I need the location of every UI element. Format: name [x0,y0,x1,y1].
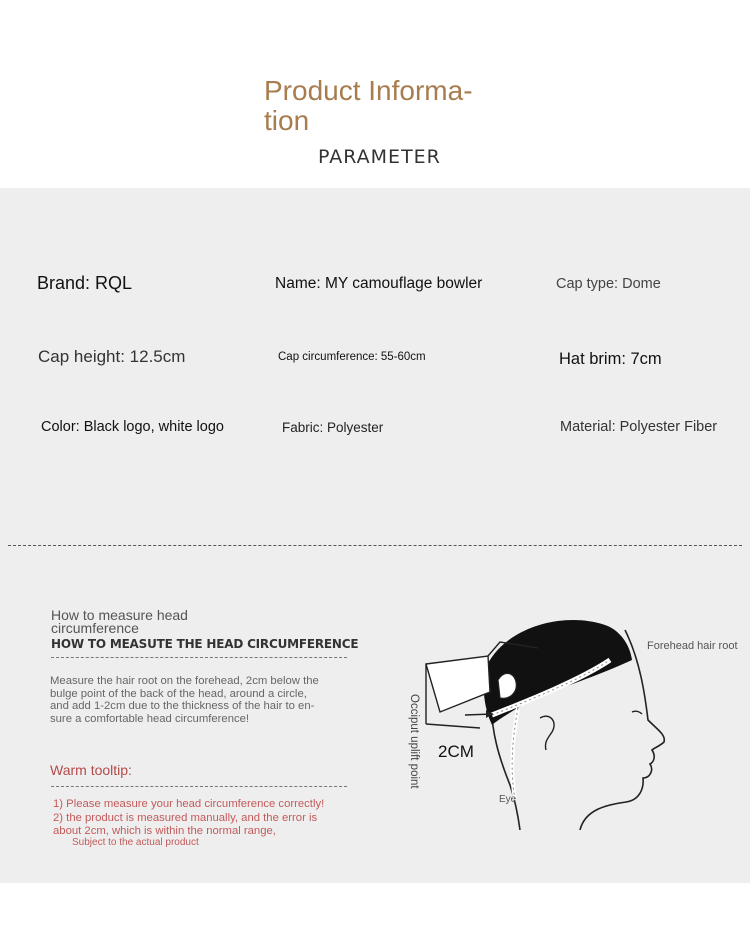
warm-tooltip-title: Warm tooltip: [50,762,132,778]
param-color: Color: Black logo, white logo [41,419,224,435]
page-subtitle: PARAMETER [318,146,441,168]
warm-line: about 2cm, which is within the normal range, [53,825,276,838]
measure-title [51,609,251,635]
forehead-hair-root-label: Forehead hair root [647,640,738,652]
desc-line: and add 1-2cm due to the thickness of the hair to en- [50,700,315,713]
page-title-line2: tion [264,105,310,136]
param-brand: Brand: RQL [37,273,133,293]
distance-label: 2CM [438,742,474,761]
measure-title-line1: How to measure head [51,607,188,623]
desc-line: bulge point of the back of the head, around a circle, [50,687,307,700]
warm-line: 2) the product is measured manually, and the error is [53,811,318,824]
warm-tooltip-text [53,798,353,839]
param-hat-brim: Hat brim: 7cm [559,350,662,368]
warm-tooltip-note: Subject to the actual product [72,837,199,848]
eye-label: Eye [499,794,517,805]
head-profile-measure-icon [400,600,690,830]
param-fabric: Fabric: Polyester [282,420,384,435]
page-title [264,76,504,136]
measure-title-line2: circumference [51,620,139,636]
measure-description [50,675,350,725]
desc-line: sure a comfortable head circumference! [50,712,250,725]
param-cap-height: Cap height: 12.5cm [38,347,186,366]
param-name: Name: MY camouflage bowler [275,275,483,292]
measure-separator [51,657,347,658]
occiput-uplift-label: Occiput uplift point [408,694,420,789]
warm-line: 1) Please measure your head circumference correctly! [53,798,325,810]
page-title-line1: Product Informa- [264,75,473,106]
param-cap-circumference: Cap circumference: 55-60cm [278,351,426,363]
param-material: Material: Polyester Fiber [560,419,718,435]
section-divider [8,545,742,546]
warm-separator [51,786,347,787]
param-cap-type: Cap type: Dome [556,276,661,292]
measure-subtitle: HOW TO MEASUTE THE HEAD CIRCUMFERENCE [51,637,359,651]
desc-line: Measure the hair root on the forehead, 2cm below the [50,675,319,687]
